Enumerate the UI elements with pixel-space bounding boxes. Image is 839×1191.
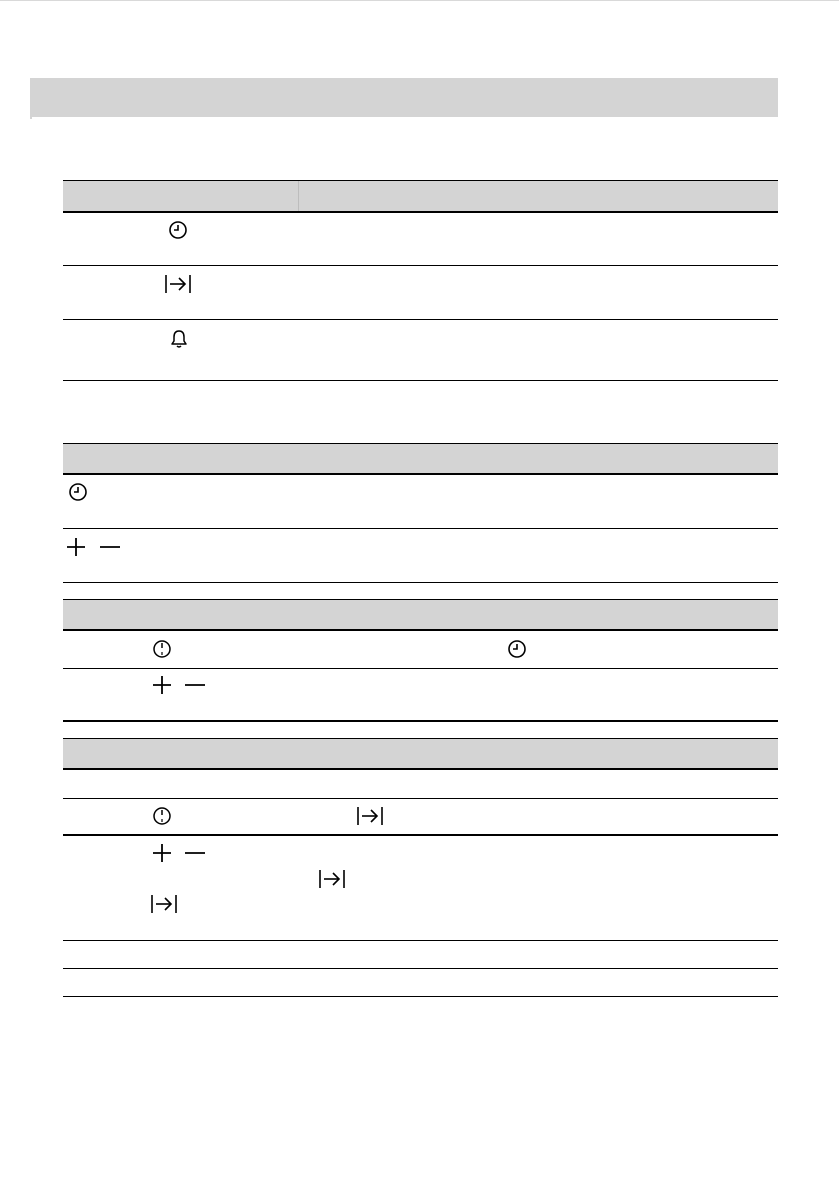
clock-set-icon xyxy=(152,639,172,659)
plus-icon xyxy=(66,537,86,557)
table1-bottom-border xyxy=(63,380,778,381)
table1-row-divider xyxy=(63,319,778,320)
table4-row-divider xyxy=(63,798,778,799)
table2-bottom-border xyxy=(63,582,778,583)
page-top-border xyxy=(0,0,839,1)
table3-header xyxy=(63,599,778,631)
table4-row-divider xyxy=(63,834,778,836)
table4-row-divider xyxy=(63,968,778,969)
minus-icon xyxy=(99,537,121,557)
minus-icon xyxy=(184,843,206,863)
clock-icon xyxy=(507,639,527,659)
table3-row-divider xyxy=(63,668,778,669)
clock-icon xyxy=(168,220,188,240)
minus-icon xyxy=(184,675,206,695)
plus-icon xyxy=(152,843,172,863)
header-bar-stub xyxy=(30,117,32,119)
table1-row-divider xyxy=(63,265,778,266)
clock-icon xyxy=(68,482,88,502)
table1-column-divider xyxy=(298,181,299,211)
table2-header xyxy=(63,443,778,475)
bell-icon xyxy=(170,329,188,349)
end-time-icon xyxy=(318,868,346,890)
section-header-bar xyxy=(30,78,778,117)
table4-bottom-border xyxy=(63,996,778,997)
table4-header xyxy=(63,738,778,770)
table4-row-divider xyxy=(63,940,778,941)
clock-set-icon xyxy=(152,806,172,826)
end-time-icon xyxy=(356,805,384,827)
end-time-icon xyxy=(150,893,178,915)
table2-row-divider xyxy=(63,528,778,529)
table1-header xyxy=(63,180,778,213)
end-time-icon xyxy=(164,273,192,295)
table3-bottom-border xyxy=(63,720,778,722)
plus-icon xyxy=(152,675,172,695)
